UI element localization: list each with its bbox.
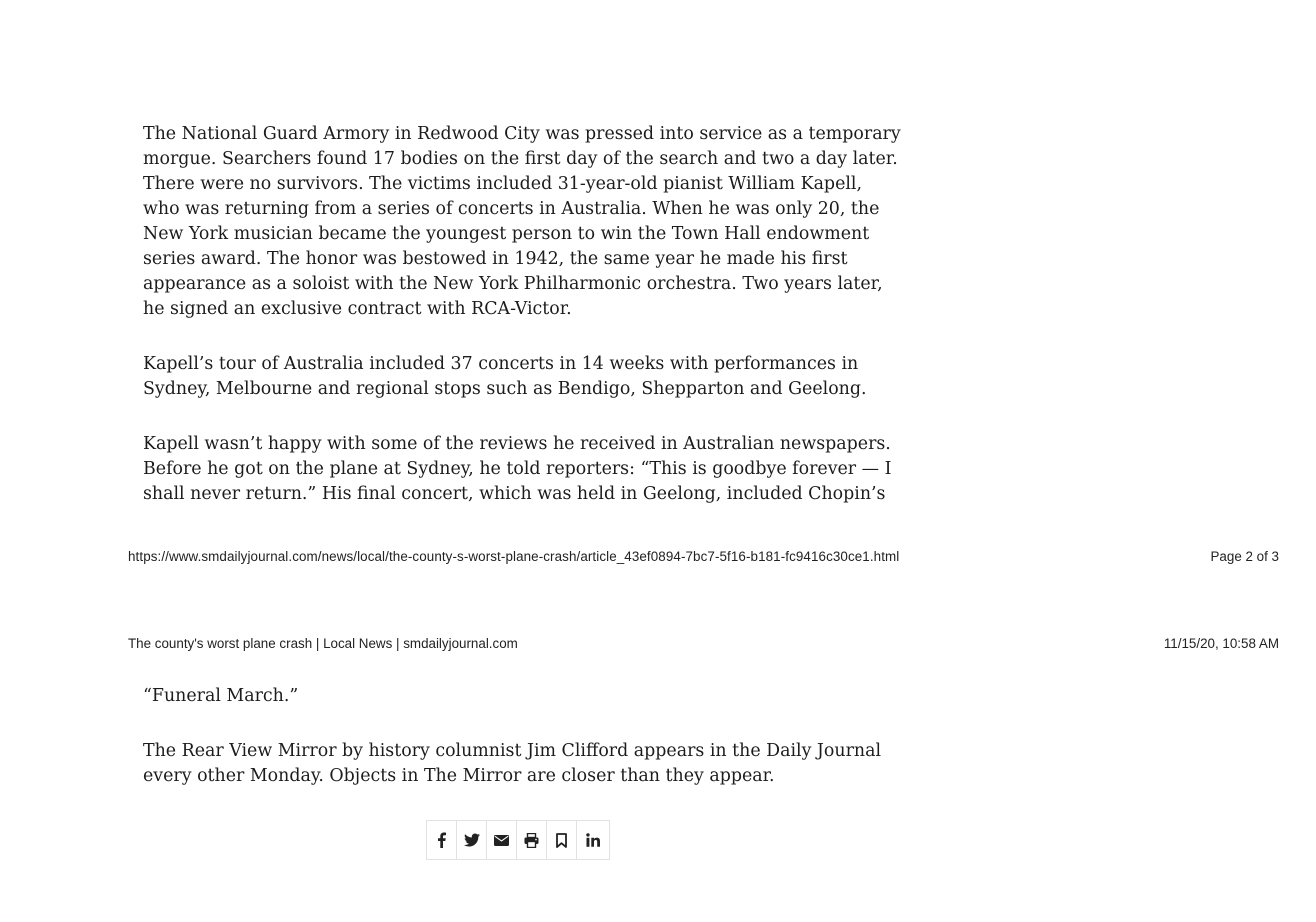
share-facebook-button[interactable] <box>427 821 457 859</box>
print-footer-page-number: Page 2 of 3 <box>1210 549 1279 564</box>
article-paragraph: The National Guard Armory in Redwood City was pressed into service as a temporary morgue. Searchers found 17 bodies on the first day of the search and two a day later. There were no survivors. The victims included 31-year-old pianist William Kapell, who was returning from a series of concerts in Australia. When he was only 20, the New York musician became the youngest person to win the Town Hall endowment series award. The honor was bestowed in 1942, the same year he made his first appearance as a soloist with the New York Philharmonic orchestra. Two years later, he signed an exclusive contract with RCA-Victor. <box>143 124 901 319</box>
bookmark-button[interactable] <box>547 821 577 859</box>
print-header-title: The county's worst plane crash | Local News | smdailyjournal.com <box>128 636 518 651</box>
share-twitter-button[interactable] <box>457 821 487 859</box>
email-icon <box>494 835 509 846</box>
print-button[interactable] <box>517 821 547 859</box>
article-paragraph: Kapell wasn’t happy with some of the reviews he received in Australian newspapers. Before he got on the plane at Sydney, he told reporters: “This is goodbye forever — I shall never return.” His final concert, which was held in Geelong, included Chopin’s <box>143 434 892 504</box>
print-header-datetime: 11/15/20, 10:58 AM <box>1163 636 1279 651</box>
facebook-icon <box>437 832 446 848</box>
print-footer-url: https://www.smdailyjournal.com/news/local/the-county-s-worst-plane-crash/article_43ef0894-7bc7-5f16-b181-fc9416c30ce1.html <box>128 549 900 564</box>
share-linkedin-button[interactable] <box>577 821 610 859</box>
linkedin-icon <box>586 833 600 847</box>
share-bar <box>426 820 610 860</box>
article-author-note: The Rear View Mirror by history columnist Jim Clifford appears in the Daily Journal every other Monday. Objects in The Mirror are closer than they appear. <box>143 741 882 786</box>
article-paragraph: Kapell’s tour of Australia included 37 concerts in 14 weeks with performances in Sydney, Melbourne and regional stops such as Bendigo, Shepparton and Geelong. <box>143 354 867 399</box>
print-icon <box>524 833 539 848</box>
bookmark-icon <box>556 833 567 848</box>
twitter-icon <box>464 833 480 847</box>
article-paragraph: “Funeral March.” <box>143 686 299 706</box>
share-email-button[interactable] <box>487 821 517 859</box>
